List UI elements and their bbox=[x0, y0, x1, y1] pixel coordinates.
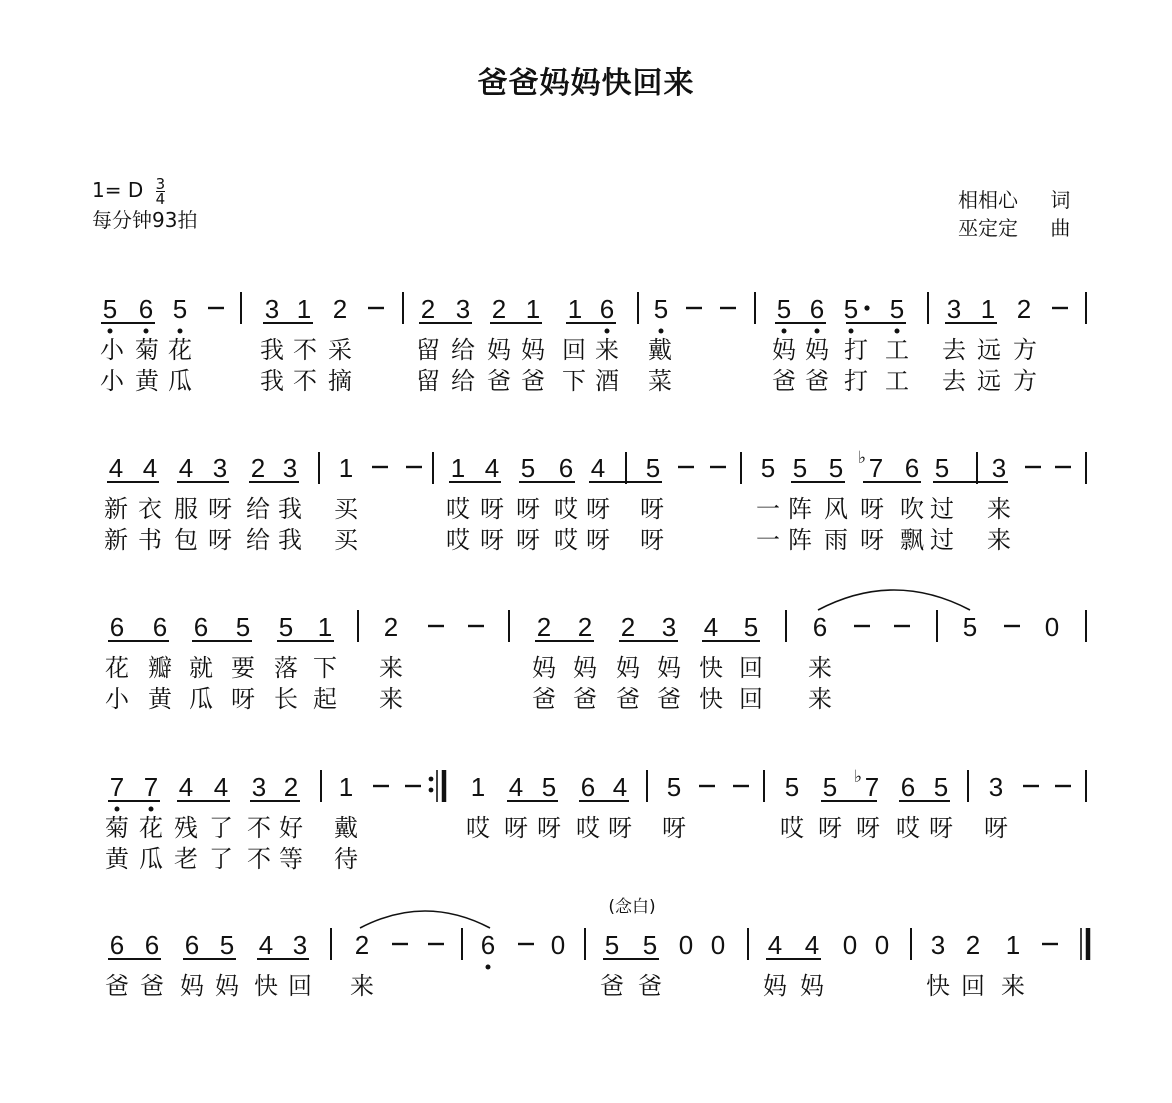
note: 0 bbox=[874, 930, 890, 960]
lyric-char: 长 bbox=[274, 685, 298, 713]
lyric-char: 留 bbox=[416, 336, 440, 364]
lyric-char: 爸 bbox=[805, 367, 829, 395]
lyric-char: 一 bbox=[756, 495, 780, 523]
low-octave-dot bbox=[895, 329, 900, 334]
lyric-char: 阵 bbox=[788, 526, 812, 554]
lyric-char: 飘 bbox=[900, 526, 924, 554]
low-octave-dot bbox=[815, 329, 820, 334]
note: 6 bbox=[152, 612, 168, 642]
note: 2 bbox=[332, 294, 348, 324]
note: 4 bbox=[804, 930, 820, 960]
lyric-char: 不 bbox=[293, 336, 317, 364]
note: 2 bbox=[491, 294, 507, 324]
note: 1 bbox=[525, 294, 541, 324]
lyric-char: 妈 bbox=[805, 336, 829, 364]
lyric-char: 爸 bbox=[573, 685, 597, 713]
note: 2 bbox=[536, 612, 552, 642]
lyric-char: 妈 bbox=[215, 972, 239, 1000]
lyric-char: 不 bbox=[247, 814, 271, 842]
note: 1 bbox=[1005, 930, 1021, 960]
note: 2 bbox=[283, 772, 299, 802]
note: 5 bbox=[653, 294, 669, 324]
note: 3 bbox=[282, 453, 298, 483]
note: 1 bbox=[338, 772, 354, 802]
note: 3 bbox=[946, 294, 962, 324]
note: 6 bbox=[109, 612, 125, 642]
note: 4 bbox=[108, 453, 124, 483]
lyric-char: 黄 bbox=[148, 685, 172, 713]
composer-role: 曲 bbox=[1050, 216, 1071, 240]
lyric-char: 远 bbox=[977, 367, 1001, 395]
lyric-char: 黄 bbox=[105, 845, 129, 873]
lyric-char: 呀 bbox=[640, 526, 664, 554]
note: 0 bbox=[842, 930, 858, 960]
lyric-char: 爸 bbox=[638, 972, 662, 1000]
lyric-char: 呀 bbox=[516, 495, 540, 523]
note: 5 bbox=[604, 930, 620, 960]
note: 5 bbox=[792, 453, 808, 483]
note: 6 bbox=[144, 930, 160, 960]
lyric-char: 哎 bbox=[466, 814, 490, 842]
lyric-char: 工 bbox=[885, 336, 909, 364]
lyric-char: 残 bbox=[174, 814, 198, 842]
note: 5 bbox=[743, 612, 759, 642]
lyric-char: 妈 bbox=[763, 972, 787, 1000]
lyric-char: 衣 bbox=[138, 495, 162, 523]
lyric-char: 老 bbox=[174, 845, 198, 873]
low-octave-dot bbox=[115, 807, 120, 812]
note: 3 bbox=[661, 612, 677, 642]
lyric-char: 给 bbox=[246, 495, 270, 523]
lyric-char: 采 bbox=[328, 336, 352, 364]
lyric-char: 我 bbox=[278, 495, 302, 523]
lyric-char: 瓜 bbox=[168, 367, 192, 395]
note: 3 bbox=[455, 294, 471, 324]
low-octave-dot bbox=[149, 807, 154, 812]
lyric-char: 服 bbox=[174, 495, 198, 523]
lyric-char: 爸 bbox=[657, 685, 681, 713]
lyric-char: 来 bbox=[987, 526, 1011, 554]
flat-sign: ♭ bbox=[857, 448, 867, 467]
tempo: 每分钟93拍 bbox=[92, 208, 198, 232]
lyric-char: 快 bbox=[926, 972, 950, 1000]
lyric-char: 远 bbox=[977, 336, 1001, 364]
lyric-char: 呀 bbox=[231, 685, 255, 713]
lyric-char: 风 bbox=[824, 495, 848, 523]
note: 4 bbox=[612, 772, 628, 802]
note: 6 bbox=[480, 930, 496, 960]
time-signature-bottom: 4 bbox=[155, 190, 166, 208]
lyric-char: 爸 bbox=[616, 685, 640, 713]
lyric-char: 瓜 bbox=[189, 685, 213, 713]
note: 3 bbox=[264, 294, 280, 324]
lyric-char: 爸 bbox=[487, 367, 511, 395]
low-octave-dot bbox=[849, 329, 854, 334]
note: 3 bbox=[991, 453, 1007, 483]
lyric-char: 呀 bbox=[480, 526, 504, 554]
lyric-char: 吹 bbox=[900, 495, 924, 523]
lyric-char: 不 bbox=[293, 367, 317, 395]
lyric-char: 不 bbox=[247, 845, 271, 873]
lyric-char: 回 bbox=[961, 972, 985, 1000]
lyric-char: 打 bbox=[844, 367, 868, 395]
note: 5 bbox=[934, 453, 950, 483]
lyric-char: 来 bbox=[350, 972, 374, 1000]
lyric-char: 过 bbox=[930, 495, 954, 523]
note: 5 bbox=[645, 453, 661, 483]
note: 5 bbox=[760, 453, 776, 483]
lyric-char: 待 bbox=[334, 845, 358, 873]
lyric-char: 阵 bbox=[788, 495, 812, 523]
lyric-char: 起 bbox=[313, 685, 337, 713]
note: 3 bbox=[251, 772, 267, 802]
lyric-char: 回 bbox=[562, 336, 586, 364]
lyric-char: 呀 bbox=[860, 526, 884, 554]
low-octave-dot bbox=[486, 965, 491, 970]
note: 5 bbox=[822, 772, 838, 802]
lyric-char: 哎 bbox=[576, 814, 600, 842]
lyric-char: 花 bbox=[168, 336, 192, 364]
lyric-char: 回 bbox=[739, 685, 763, 713]
note: 6 bbox=[580, 772, 596, 802]
lyric-char: 来 bbox=[987, 495, 1011, 523]
lyric-char: 雨 bbox=[824, 526, 848, 554]
note: 4 bbox=[258, 930, 274, 960]
lyric-char: 妈 bbox=[772, 336, 796, 364]
lyric-char: 呀 bbox=[208, 526, 232, 554]
lyric-char: 哎 bbox=[446, 526, 470, 554]
note: 6 bbox=[138, 294, 154, 324]
note: 4 bbox=[178, 772, 194, 802]
note: 5 bbox=[541, 772, 557, 802]
recitation-label: (念白) bbox=[608, 897, 656, 917]
lyric-char: 呀 bbox=[662, 814, 686, 842]
repeat-dot bbox=[429, 777, 434, 782]
low-octave-dot bbox=[144, 329, 149, 334]
lyric-char: 来 bbox=[808, 685, 832, 713]
lyric-char: 买 bbox=[334, 526, 358, 554]
note: 0 bbox=[710, 930, 726, 960]
lyric-char: 书 bbox=[138, 526, 162, 554]
lyricist-role: 词 bbox=[1050, 188, 1071, 212]
note: 2 bbox=[383, 612, 399, 642]
lyric-char: 呀 bbox=[860, 495, 884, 523]
note: 5 bbox=[219, 930, 235, 960]
lyric-char: 呀 bbox=[640, 495, 664, 523]
note: 2 bbox=[250, 453, 266, 483]
lyric-char: 酒 bbox=[595, 367, 619, 395]
note: 7 bbox=[864, 772, 880, 802]
lyric-char: 新 bbox=[104, 526, 128, 554]
lyric-char: 给 bbox=[246, 526, 270, 554]
note: 6 bbox=[904, 453, 920, 483]
lyric-char: 买 bbox=[334, 495, 358, 523]
lyric-char: 我 bbox=[260, 367, 284, 395]
lyric-char: 呀 bbox=[480, 495, 504, 523]
note: 5 bbox=[235, 612, 251, 642]
note: 3 bbox=[212, 453, 228, 483]
note: 3 bbox=[292, 930, 308, 960]
lyric-char: 去 bbox=[942, 336, 966, 364]
lyric-char: 下 bbox=[313, 654, 337, 682]
lyric-char: 就 bbox=[189, 654, 213, 682]
note: 1 bbox=[317, 612, 333, 642]
note: 1 bbox=[980, 294, 996, 324]
note: 3 bbox=[930, 930, 946, 960]
lyric-char: 小 bbox=[105, 685, 129, 713]
note: 1 bbox=[470, 772, 486, 802]
lyric-char: 哎 bbox=[896, 814, 920, 842]
lyric-char: 快 bbox=[254, 972, 278, 1000]
lyric-char: 呀 bbox=[856, 814, 880, 842]
lyric-char: 来 bbox=[1001, 972, 1025, 1000]
lyric-char: 菊 bbox=[135, 336, 159, 364]
lyric-char: 花 bbox=[105, 654, 129, 682]
low-octave-dot bbox=[605, 329, 610, 334]
lyric-char: 妈 bbox=[657, 654, 681, 682]
lyric-char: 妈 bbox=[521, 336, 545, 364]
lyric-char: 呀 bbox=[818, 814, 842, 842]
lyricist-name: 相相心 bbox=[958, 188, 1018, 212]
note: 4 bbox=[767, 930, 783, 960]
lyric-char: 给 bbox=[451, 367, 475, 395]
lyric-char: 瓣 bbox=[148, 654, 172, 682]
note: 4 bbox=[484, 453, 500, 483]
repeat-dot bbox=[429, 788, 434, 793]
note: 5 bbox=[278, 612, 294, 642]
note: 1 bbox=[296, 294, 312, 324]
note: 5 bbox=[666, 772, 682, 802]
note: 5 bbox=[962, 612, 978, 642]
lyric-char: 哎 bbox=[554, 495, 578, 523]
note: 2 bbox=[420, 294, 436, 324]
lyric-char: 留 bbox=[416, 367, 440, 395]
note: 7 bbox=[868, 453, 884, 483]
note: 2 bbox=[354, 930, 370, 960]
lyric-char: 方 bbox=[1013, 336, 1037, 364]
note: 3 bbox=[988, 772, 1004, 802]
note: 0 bbox=[550, 930, 566, 960]
note: 4 bbox=[703, 612, 719, 642]
note: 5 bbox=[784, 772, 800, 802]
lyric-char: 妈 bbox=[532, 654, 556, 682]
lyric-char: 好 bbox=[279, 814, 303, 842]
augmentation-dot bbox=[864, 305, 869, 310]
composer-name: 巫定定 bbox=[958, 216, 1018, 240]
note: 2 bbox=[577, 612, 593, 642]
lyric-char: 呀 bbox=[537, 814, 561, 842]
low-octave-dot bbox=[782, 329, 787, 334]
lyric-char: 哎 bbox=[554, 526, 578, 554]
flat-sign: ♭ bbox=[853, 767, 863, 786]
low-octave-dot bbox=[659, 329, 664, 334]
lyric-char: 回 bbox=[739, 654, 763, 682]
lyric-char: 新 bbox=[104, 495, 128, 523]
note: 7 bbox=[109, 772, 125, 802]
note: 4 bbox=[508, 772, 524, 802]
lyric-char: 快 bbox=[699, 654, 723, 682]
lyric-char: 回 bbox=[288, 972, 312, 1000]
lyric-char: 落 bbox=[274, 654, 298, 682]
lyric-char: 妈 bbox=[800, 972, 824, 1000]
lyric-char: 呀 bbox=[208, 495, 232, 523]
key-signature: 1= D bbox=[92, 178, 144, 202]
note: 6 bbox=[900, 772, 916, 802]
slur bbox=[818, 590, 970, 610]
lyric-char: 妈 bbox=[487, 336, 511, 364]
lyric-char: 包 bbox=[174, 526, 198, 554]
note: 5 bbox=[520, 453, 536, 483]
lyric-char: 打 bbox=[844, 336, 868, 364]
note: 6 bbox=[558, 453, 574, 483]
note: 0 bbox=[678, 930, 694, 960]
note: 4 bbox=[590, 453, 606, 483]
lyric-char: 来 bbox=[379, 685, 403, 713]
slur bbox=[360, 911, 490, 928]
song-title: 爸爸妈妈快回来 bbox=[477, 66, 695, 101]
lyric-char: 爸 bbox=[140, 972, 164, 1000]
time-signature-top: 3 bbox=[155, 175, 166, 193]
lyric-char: 妈 bbox=[616, 654, 640, 682]
note: 5 bbox=[102, 294, 118, 324]
lyric-char: 戴 bbox=[334, 814, 358, 842]
lyric-char: 了 bbox=[209, 845, 233, 873]
note: 2 bbox=[965, 930, 981, 960]
lyric-char: 了 bbox=[209, 814, 233, 842]
lyric-char: 爸 bbox=[532, 685, 556, 713]
lyric-char: 菜 bbox=[648, 367, 672, 395]
lyric-char: 爸 bbox=[521, 367, 545, 395]
lyric-char: 工 bbox=[885, 367, 909, 395]
note: 2 bbox=[620, 612, 636, 642]
note: 4 bbox=[142, 453, 158, 483]
lyric-char: 来 bbox=[595, 336, 619, 364]
note: 5 bbox=[843, 294, 859, 324]
note: 6 bbox=[812, 612, 828, 642]
note: 5 bbox=[933, 772, 949, 802]
lyric-char: 小 bbox=[100, 336, 124, 364]
note: 7 bbox=[143, 772, 159, 802]
note: 1 bbox=[450, 453, 466, 483]
note: 1 bbox=[567, 294, 583, 324]
lyric-char: 花 bbox=[139, 814, 163, 842]
note: 6 bbox=[109, 930, 125, 960]
lyric-char: 要 bbox=[231, 654, 255, 682]
lyric-char: 爸 bbox=[105, 972, 129, 1000]
lyric-char: 我 bbox=[278, 526, 302, 554]
low-octave-dot bbox=[178, 329, 183, 334]
note: 6 bbox=[193, 612, 209, 642]
lyric-char: 爸 bbox=[600, 972, 624, 1000]
lyric-char: 呀 bbox=[516, 526, 540, 554]
lyric-char: 妈 bbox=[180, 972, 204, 1000]
note: 2 bbox=[1016, 294, 1032, 324]
lyric-char: 快 bbox=[699, 685, 723, 713]
lyric-char: 下 bbox=[562, 367, 586, 395]
lyric-char: 瓜 bbox=[139, 845, 163, 873]
lyric-char: 呀 bbox=[608, 814, 632, 842]
note: 1 bbox=[338, 453, 354, 483]
lyric-char: 黄 bbox=[135, 367, 159, 395]
note: 5 bbox=[889, 294, 905, 324]
lyric-char: 呀 bbox=[586, 495, 610, 523]
lyric-char: 小 bbox=[100, 367, 124, 395]
lyric-char: 呀 bbox=[586, 526, 610, 554]
note: 0 bbox=[1044, 612, 1060, 642]
low-octave-dot bbox=[108, 329, 113, 334]
lyric-char: 我 bbox=[260, 336, 284, 364]
lyric-char: 哎 bbox=[780, 814, 804, 842]
note: 5 bbox=[172, 294, 188, 324]
lyric-char: 哎 bbox=[446, 495, 470, 523]
note: 6 bbox=[599, 294, 615, 324]
lyric-char: 方 bbox=[1013, 367, 1037, 395]
lyric-char: 来 bbox=[808, 654, 832, 682]
lyric-char: 来 bbox=[379, 654, 403, 682]
note: 5 bbox=[828, 453, 844, 483]
lyric-char: 等 bbox=[279, 845, 303, 873]
lyric-char: 给 bbox=[451, 336, 475, 364]
lyric-char: 去 bbox=[942, 367, 966, 395]
lyric-char: 一 bbox=[756, 526, 780, 554]
note: 6 bbox=[184, 930, 200, 960]
lyric-char: 呀 bbox=[984, 814, 1008, 842]
lyric-char: 过 bbox=[930, 526, 954, 554]
lyric-char: 呀 bbox=[929, 814, 953, 842]
note: 6 bbox=[809, 294, 825, 324]
note: 4 bbox=[178, 453, 194, 483]
lyric-char: 戴 bbox=[648, 336, 672, 364]
lyric-char: 爸 bbox=[772, 367, 796, 395]
note: 4 bbox=[213, 772, 229, 802]
lyric-char: 摘 bbox=[328, 367, 352, 395]
note: 5 bbox=[776, 294, 792, 324]
lyric-char: 菊 bbox=[105, 814, 129, 842]
note: 5 bbox=[642, 930, 658, 960]
lyric-char: 呀 bbox=[504, 814, 528, 842]
lyric-char: 妈 bbox=[573, 654, 597, 682]
